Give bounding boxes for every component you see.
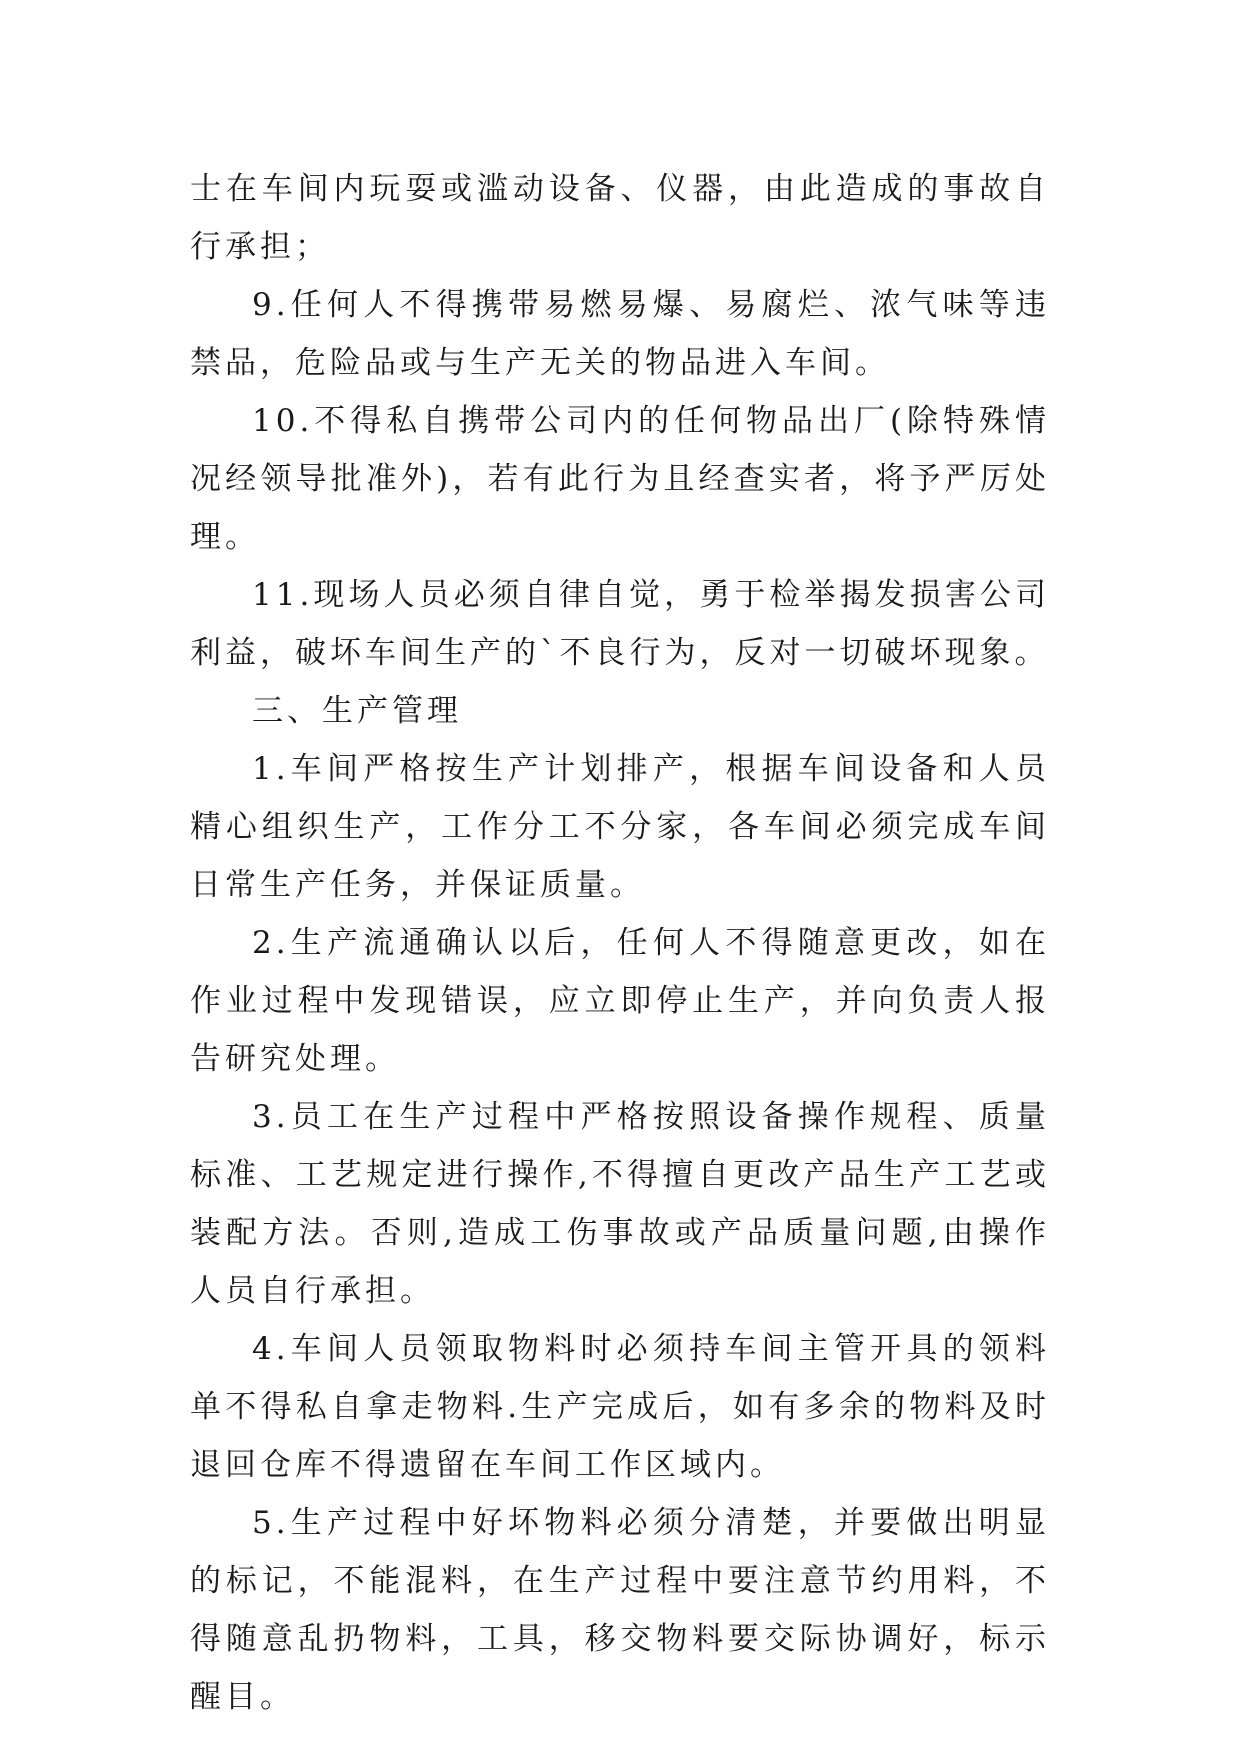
paragraph-production-2: 2.生产流通确认以后，任何人不得随意更改，如在作业过程中发现错误，应立即停止生产，并向负责人报告研究处理。: [190, 925, 1050, 1077]
paragraph-continuation: 士在车间内玩耍或滥动设备、仪器，由此造成的事故自行承担；: [190, 171, 1050, 265]
paragraph-production-4: 4.车间人员领取物料时必须持车间主管开具的领料单不得私自拿走物料.生产完成后，如有多余的物料及时退回仓库不得遗留在车间工作区域内。: [190, 1331, 1050, 1483]
paragraph-production-1: 1.车间严格按生产计划排产，根据车间设备和人员精心组织生产，工作分工不分家，各车间必须完成车间日常生产任务，并保证质量。: [190, 751, 1050, 903]
paragraph-rule-9: 9.任何人不得携带易燃易爆、易腐烂、浓气味等违禁品，危险品或与生产无关的物品进入车间。: [190, 287, 1050, 381]
document-body: [190, 160, 1050, 1726]
paragraph-production-3: 3.员工在生产过程中严格按照设备操作规程、质量标准、工艺规定进行操作,不得擅自更改产品生产工艺或装配方法。否则,造成工伤事故或产品质量问题,由操作人员自行承担。: [190, 1099, 1050, 1309]
paragraph-rule-10: 10.不得私自携带公司内的任何物品出厂(除特殊情况经领导批准外)，若有此行为且经查实者，将予严厉处理。: [190, 403, 1050, 555]
paragraph-rule-11: 11.现场人员必须自律自觉，勇于检举揭发损害公司利益，破坏车间生产的`不良行为，反对一切破坏现象。: [190, 577, 1050, 671]
paragraph-production-5: 5.生产过程中好坏物料必须分清楚，并要做出明显的标记，不能混料，在生产过程中要注意节约用料，不得随意乱扔物料，工具，移交物料要交际协调好，标示醒目。: [190, 1505, 1050, 1715]
section-heading-production-management: 三、生产管理: [252, 693, 462, 729]
